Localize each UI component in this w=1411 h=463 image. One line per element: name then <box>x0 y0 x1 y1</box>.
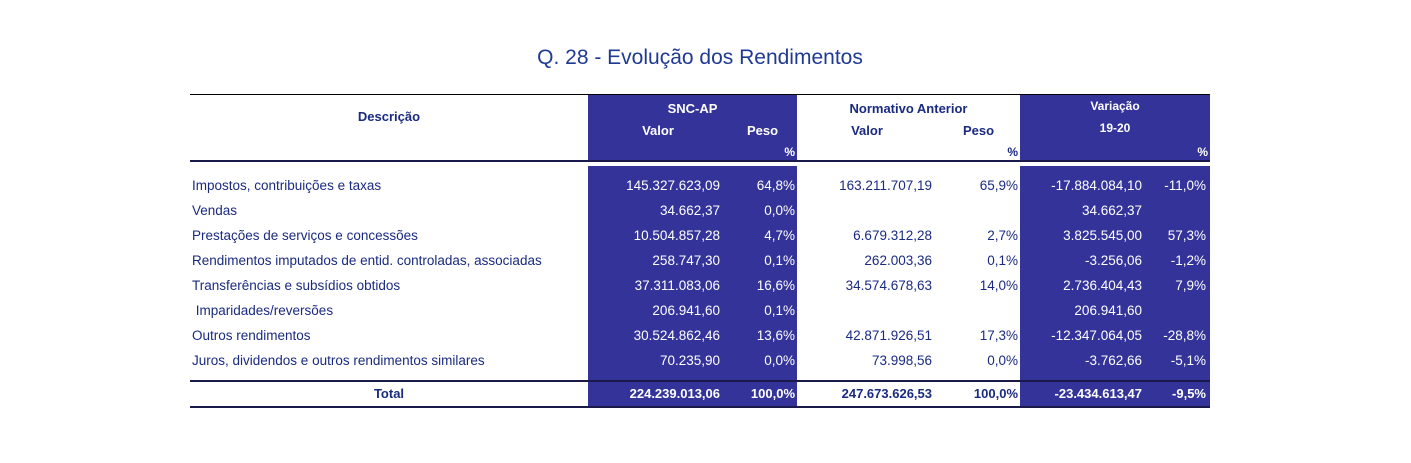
row-var-valor: -12.347.064,05 <box>1051 328 1142 343</box>
row-snc-valor: 70.235,90 <box>659 353 720 368</box>
row-snc-peso: 0,1% <box>764 253 795 268</box>
total-na-valor: 247.673.626,53 <box>841 386 932 401</box>
row-na-valor: 6.679.312,28 <box>853 228 932 243</box>
total-var-valor: -23.434.613,47 <box>1054 386 1142 401</box>
row-var-pct: -11,0% <box>1164 178 1206 193</box>
row-var-valor: 206.941,60 <box>1074 303 1142 318</box>
row-snc-peso: 13,6% <box>756 328 795 343</box>
row-desc: Imparidades/reversões <box>192 303 334 318</box>
header-bottom-rule <box>190 160 1210 162</box>
row-snc-peso: 0,1% <box>764 303 795 318</box>
header-na-pct: % <box>1007 145 1018 159</box>
header-descricao: Descrição <box>357 109 421 124</box>
row-var-pct: -1,2% <box>1170 253 1206 268</box>
row-na-valor: 42.871.926,51 <box>845 328 932 343</box>
table-row <box>190 223 1210 248</box>
row-var-valor: -17.884.084,10 <box>1051 178 1142 193</box>
row-var-pct <box>1142 198 1206 223</box>
header-normativo-anterior: Normativo Anterior <box>849 101 968 116</box>
row-snc-valor: 30.524.862,46 <box>633 328 720 343</box>
row-desc: Juros, dividendos e outros rendimentos similares <box>192 353 485 368</box>
row-var-valor: 34.662,37 <box>1081 203 1142 218</box>
row-desc: Impostos, contribuições e taxas <box>192 178 382 193</box>
row-desc: Rendimentos imputados de entid. controladas, associadas <box>192 253 542 268</box>
row-na-peso <box>937 298 1018 323</box>
table-row <box>190 323 1210 348</box>
total-snc-peso: 100,0% <box>750 386 795 401</box>
row-var-valor: 2.736.404,43 <box>1063 278 1142 293</box>
total-snc-valor: 224.239.013,06 <box>629 386 720 401</box>
header-na-peso: Peso <box>962 123 995 138</box>
table-row <box>190 248 1210 273</box>
row-var-pct <box>1142 298 1206 323</box>
row-var-valor: -3.256,06 <box>1084 253 1142 268</box>
header-snc-ap: SNC-AP <box>667 101 718 116</box>
row-na-valor: 262.003,36 <box>864 253 932 268</box>
row-na-valor: 73.998,56 <box>871 353 932 368</box>
header-na-valor: Valor <box>851 123 883 138</box>
header-snc-valor: Valor <box>642 123 674 138</box>
table-bottom-rule <box>190 406 1210 408</box>
table-row <box>190 273 1210 298</box>
table-row <box>190 198 1210 223</box>
row-snc-valor: 258.747,30 <box>652 253 720 268</box>
table-row <box>190 173 1210 198</box>
total-label: Total <box>373 386 405 401</box>
row-snc-peso: 4,7% <box>764 228 795 243</box>
row-snc-valor: 145.327.623,09 <box>626 178 720 193</box>
total-na-peso: 100,0% <box>973 386 1018 401</box>
row-desc: Transferências e subsídios obtidos <box>192 278 401 293</box>
row-var-pct: -5,1% <box>1170 353 1206 368</box>
row-snc-peso: 64,8% <box>756 178 795 193</box>
header-variacao-years: 19-20 <box>1099 121 1131 135</box>
table-row <box>190 298 1210 323</box>
row-na-valor <box>797 198 932 223</box>
row-snc-valor: 10.504.857,28 <box>633 228 720 243</box>
header-snc-peso: Peso <box>746 123 779 138</box>
row-na-peso: 65,9% <box>979 178 1018 193</box>
row-na-peso <box>937 198 1018 223</box>
total-var-pct: -9,5% <box>1172 386 1206 401</box>
total-row <box>190 382 1210 406</box>
row-na-peso: 2,7% <box>987 228 1018 243</box>
row-var-pct: 57,3% <box>1167 228 1206 243</box>
row-na-peso: 14,0% <box>979 278 1018 293</box>
row-na-peso: 0,1% <box>987 253 1018 268</box>
row-snc-peso: 0,0% <box>764 353 795 368</box>
row-var-valor: 3.825.545,00 <box>1063 228 1142 243</box>
row-na-valor <box>797 298 932 323</box>
row-snc-valor: 37.311.083,06 <box>634 278 720 293</box>
row-na-peso: 17,3% <box>979 328 1018 343</box>
table-row <box>190 348 1210 373</box>
row-snc-valor: 206.941,60 <box>652 303 720 318</box>
row-na-peso: 0,0% <box>987 353 1018 368</box>
row-var-pct: 7,9% <box>1175 278 1206 293</box>
row-na-valor: 34.574.678,63 <box>845 278 932 293</box>
row-desc: Vendas <box>192 203 238 218</box>
row-desc: Outros rendimentos <box>192 328 311 343</box>
header-snc-pct: % <box>784 145 795 159</box>
row-snc-peso: 16,6% <box>756 278 795 293</box>
page-title: Q. 28 - Evolução dos Rendimentos <box>537 46 863 69</box>
row-snc-peso: 0,0% <box>764 203 795 218</box>
row-var-pct: -28,8% <box>1163 328 1206 343</box>
header-variacao: Variação <box>1090 99 1140 113</box>
header-var-pct: % <box>1197 145 1208 159</box>
row-na-valor: 163.211.707,19 <box>839 178 932 193</box>
row-snc-valor: 34.662,37 <box>659 203 720 218</box>
row-desc: Prestações de serviços e concessões <box>192 228 418 243</box>
row-var-valor: -3.762,66 <box>1084 353 1142 368</box>
